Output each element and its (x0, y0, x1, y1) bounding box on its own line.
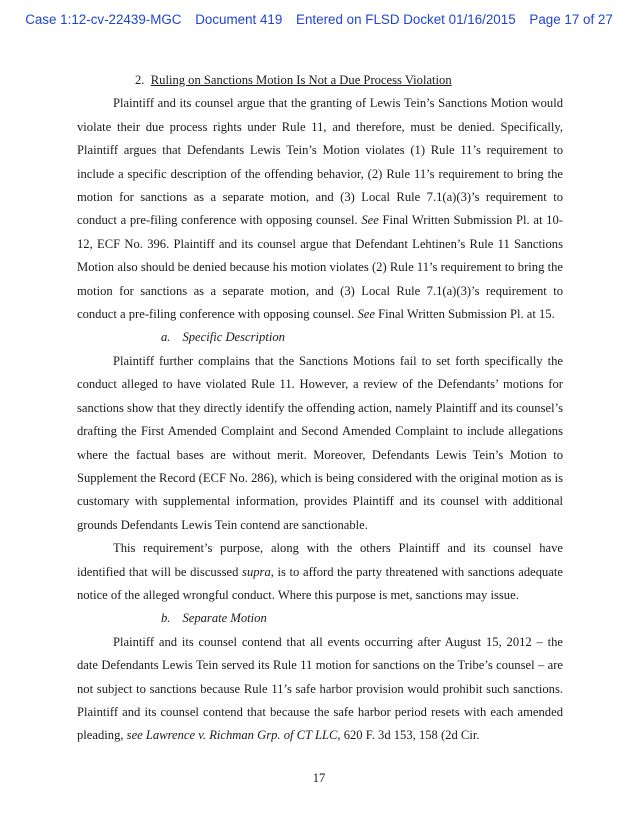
paragraph-specific-description: Plaintiff further complains that the Sanctions Motions fail to set forth specifically the conduct alleged to have violated Rule 11. However, a review of the Defendants’ motions for sanctions show that they directly identify the offending action, namely Plaintiff and its counsel’s drafting the First Amended Complaint and Second Amended Complaint to include allegations where the factual bases are without merit. Moreover, Defendants Lewis Tein’s Motion to Supplement the Record (ECF No. 286), which is being considered with the original motion as is customary with supplemental information, provides Plaintiff and its counsel with additional grounds Defendants Lewis Tein contend are sanctionable. (77, 353, 563, 532)
section-title: Ruling on Sanctions Motion Is Not a Due Process Violation (150, 73, 452, 87)
case-number: Case 1:12-cv-22439-MGC (25, 12, 182, 27)
paragraph-requirement-purpose (77, 537, 563, 607)
paragraph-separate-motion (77, 631, 563, 748)
case-citation: see Lawrence v. Richman Grp. of CT LLC (126, 728, 338, 743)
subheading-separate-motion (77, 607, 563, 630)
subheading-title: Specific Description (182, 330, 285, 345)
page-of-total: Page 17 of 27 (529, 12, 613, 27)
citation-signal: See (357, 307, 375, 322)
citation-signal: See (361, 213, 379, 228)
court-filing-header (0, 12, 638, 27)
paragraph-text: Final Written Submission Pl. at 15. (378, 307, 555, 322)
paragraph-text: This requirement’s purpose, along with the others Plaintiff and its counsel have identified that will be discussed (77, 541, 563, 579)
paragraph-text: Final Written Submission Pl. at 10-12, ECF No. 396. Plaintiff and its counsel argue that Defendant Lehtinen’s Rule 11 Sanctions Motion also should be denied because his motion violates (2) Rule 11’s requirement to bring the motion for sanctions as a separate motion, and (3) Local Rule 7.1(a)(3)’s requirement to conduct a pre-filing conference with opposing counsel. (77, 213, 563, 322)
document-number: Document 419 (195, 12, 283, 27)
docket-entry: Entered on FLSD Docket 01/16/2015 (296, 12, 516, 27)
subheading-label: b. (161, 611, 171, 626)
paragraph-text: Plaintiff and its counsel argue that the granting of Lewis Tein’s Sanctions Motion would violate their due process rights under Rule 11, and therefore, must be denied. Specifically, Plaintiff argues that Defendants Lewis Tein’s Motion violates (1) Rule 11’s requirement to include a specific description of the offending behavior, (2) Rule 11’s requirement to bring the motion for sanctions as a separate motion, and (3) Local Rule 7.1(a)(3)’s requirement to conduct a pre-filing conference with opposing counsel. (77, 96, 563, 228)
citation-signal: supra (242, 564, 271, 579)
paragraph-text: Plaintiff and its counsel contend that all events occurring after August 15, 2012 – the date Defendants Lewis Tein served its Rule 11 motion for sanctions on the Tribe’s counsel – are not subject to sanctions because Rule 11’s safe harbor provision would prohibit such sanctions. Plaintiff and its counsel contend that because the safe harbor period resets with each amended pleading, (77, 634, 563, 743)
subheading-specific-description (77, 326, 563, 349)
subheading-title: Separate Motion (182, 611, 267, 626)
paragraph-text: , is to afford the party threatened with sanctions adequate notice of the alleged wrongful conduct. Where this purpose is met, sanctions may issue. (77, 564, 563, 602)
page-number: 17 (312, 771, 326, 785)
paragraph-due-process (77, 92, 563, 326)
paragraph-text: , 620 F. 3d 153, 158 (2d Cir. (337, 728, 480, 743)
document-body (77, 69, 563, 748)
section-number: 2. (135, 73, 145, 87)
subheading-label: a. (161, 330, 171, 345)
section-heading (77, 69, 563, 92)
